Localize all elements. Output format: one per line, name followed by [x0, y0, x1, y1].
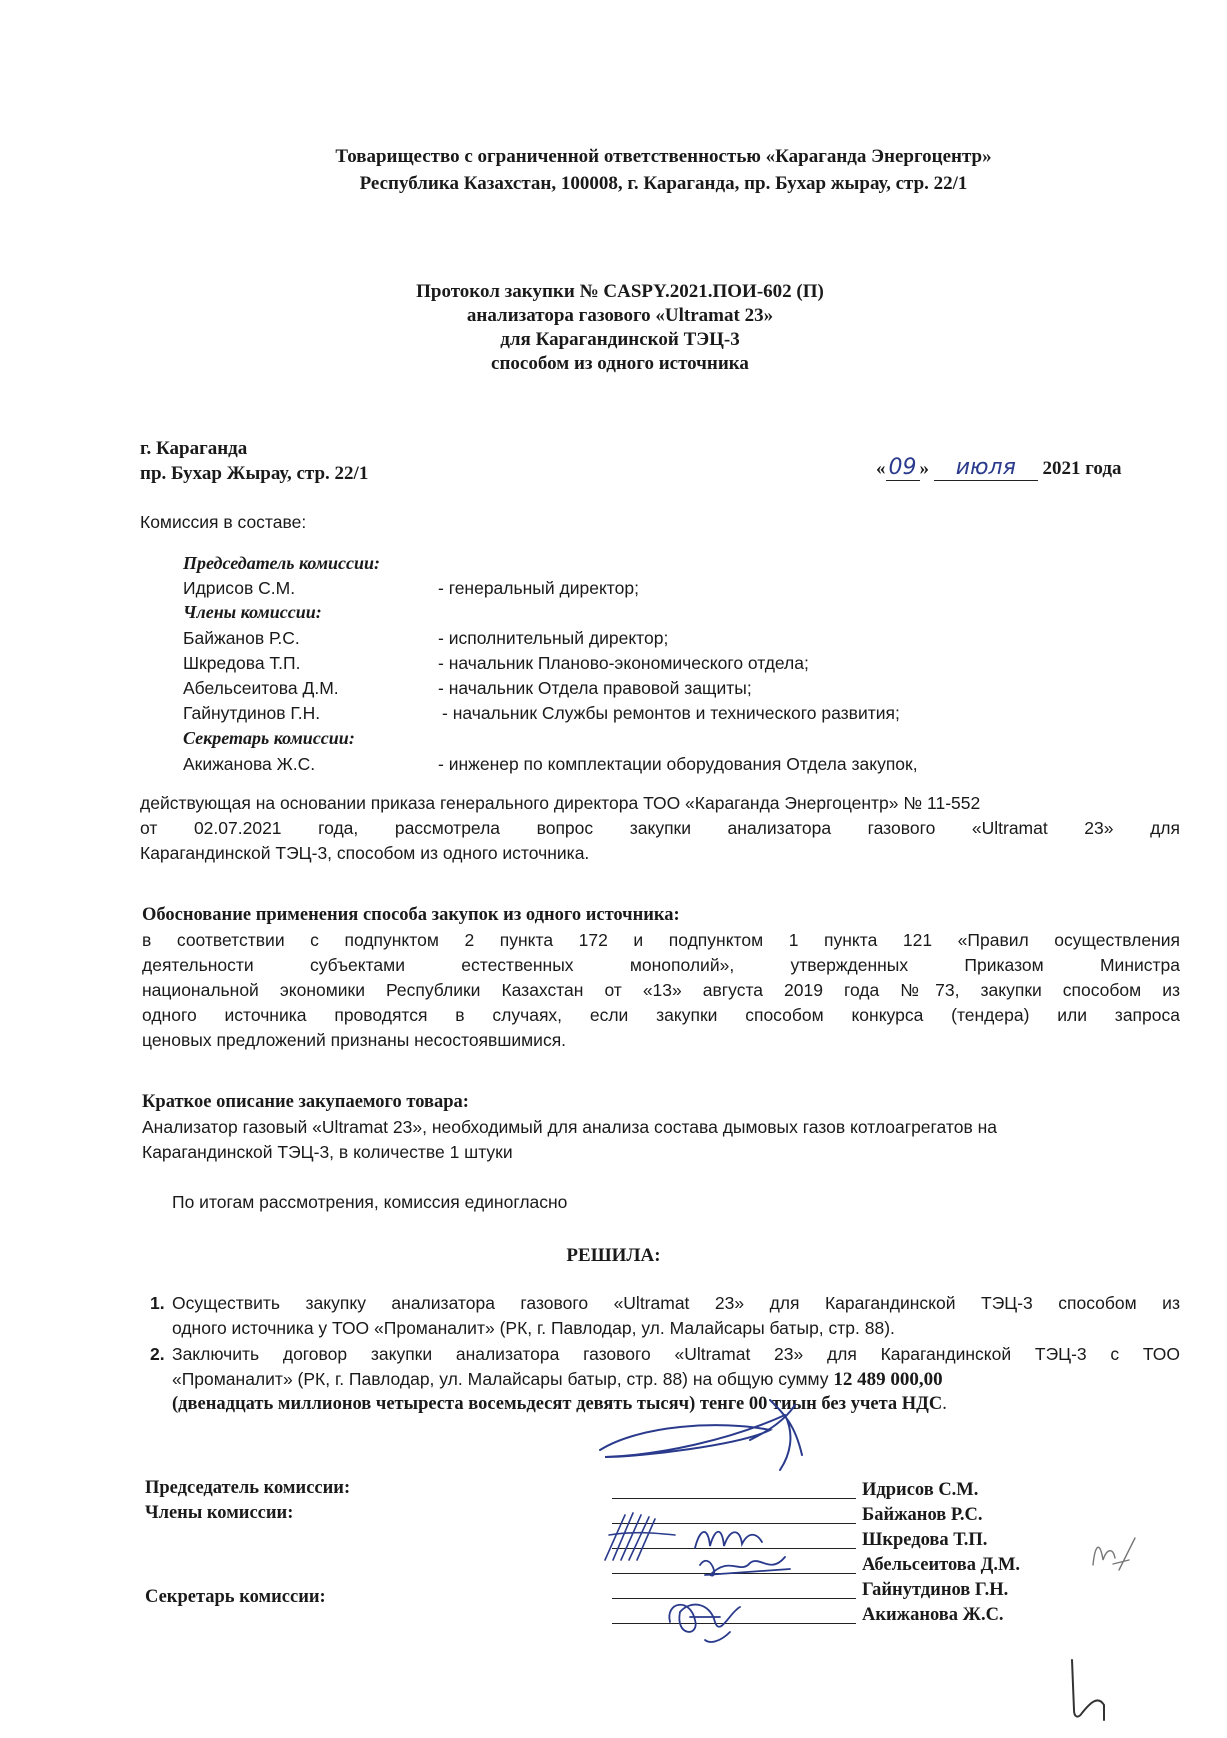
signatory-name: Идрисов С.М. — [862, 1480, 979, 1500]
signature-line — [612, 1498, 856, 1499]
signatory-name: Акижанова Ж.С. — [862, 1605, 1004, 1625]
date-day-handwritten: 09 — [886, 455, 920, 481]
place-address: пр. Бухар Жырау, стр. 22/1 — [140, 463, 369, 484]
members-heading: Члены комиссии: — [183, 602, 322, 622]
member-role: - исполнительный директор; — [438, 628, 669, 648]
result-intro: По итогам рассмотрения, комиссия единогласно — [172, 1192, 568, 1212]
justification-heading: Обоснование применения способа закупок из одного источника: — [142, 905, 680, 925]
chair-heading: Председатель комиссии: — [183, 553, 381, 573]
organization-address: Республика Казахстан, 100008, г. Караганда, пр. Бухар жырау, стр. 22/1 — [359, 173, 968, 194]
chair-name: Идрисов С.М. — [183, 578, 296, 598]
decision-line: (двенадцать миллионов четыреста восемьдесят девять тысяч) тенге 00 тиын без учета НДС. — [172, 1394, 947, 1414]
signatory-name: Абельсеитова Д.М. — [862, 1555, 1021, 1575]
description-line: Анализатор газовый «Ultramat 23», необходимый для анализа состава дымовых газов котлоагрегатов на — [142, 1117, 997, 1137]
protocol-for: для Карагандинской ТЭЦ-3 — [500, 329, 740, 350]
decision-line: Осуществить закупку анализатора газового «Ultramat 23» для Карагандинской ТЭЦ-3 способом из — [172, 1293, 1180, 1313]
secretary-signature-scribble — [660, 1592, 760, 1647]
intro-paragraph-line: действующая на основании приказа генерального директора ТОО «Караганда Энергоцентр» № 11-552 — [140, 793, 981, 813]
decision-number: 1. — [150, 1293, 165, 1313]
member-role: - начальник Службы ремонтов и технического развития; — [442, 703, 900, 723]
decision-line: Заключить договор закупки анализатора газового «Ultramat 23» для Карагандинской ТЭЦ-3 с ТОО — [172, 1344, 1180, 1364]
member-role: - начальник Планово-экономического отдела; — [438, 653, 809, 673]
contract-amount-words: (двенадцать миллионов четыреста восемьдесят девять тысяч) тенге 00 тиын без учета НДС — [172, 1394, 943, 1414]
protocol-title: Протокол закупки № CASPY.2021.ПОИ-602 (П) — [416, 281, 824, 302]
signatory-name: Шкредова Т.П. — [862, 1530, 988, 1550]
margin-initials-scribble — [1085, 1530, 1145, 1580]
member-role: - начальник Отдела правовой защиты; — [438, 678, 752, 698]
justification-line: одного источника проводятся в случаях, если закупки способом конкурса (тендера) или запроса — [142, 1005, 1180, 1025]
protocol-subject: анализатора газового «Ultramat 23» — [466, 305, 774, 326]
member-signature-scribble — [595, 1505, 685, 1565]
signatory-name: Байжанов Р.С. — [862, 1505, 983, 1525]
secretary-heading: Секретарь комиссии: — [183, 728, 355, 748]
place-city: г. Караганда — [140, 438, 248, 459]
member-signature-scribble — [690, 1545, 800, 1585]
justification-line: национальной экономики Республики Казахстан от «13» августа 2019 года №73, закупки способом из — [142, 980, 1180, 1000]
member-name: Байжанов Р.С. — [183, 628, 300, 648]
description-heading: Краткое описание закупаемого товара: — [142, 1092, 469, 1112]
signatory-name: Гайнутдинов Г.Н. — [862, 1580, 1009, 1600]
margin-mark-scribble — [1060, 1655, 1110, 1725]
members-signature-label: Члены комиссии: — [145, 1503, 294, 1523]
justification-line: деятельности субъектами естественных монополий», утвержденных Приказом Министра — [142, 955, 1180, 975]
justification-line: в соответствии с подпунктом 2 пункта 172 и подпунктом 1 пункта 121 «Правил осуществления — [142, 930, 1180, 950]
organization-name: Товарищество с ограниченной ответственностью «Караганда Энергоцентр» — [335, 146, 992, 167]
commission-intro: Комиссия в составе: — [140, 512, 307, 532]
intro-paragraph-line: Карагандинской ТЭЦ-3, способом из одного источника. — [140, 843, 590, 863]
chair-role: - генеральный директор; — [438, 578, 639, 598]
member-name: Гайнутдинов Г.Н. — [183, 703, 321, 723]
justification-line: ценовых предложений признаны несостоявшимися. — [142, 1030, 567, 1050]
decision-line: одного источника у ТОО «Проманалит» (РК, г. Павлодар, ул. Малайсары батыр, стр. 88). — [172, 1318, 895, 1338]
contract-amount: 12 489 000,00 — [833, 1369, 943, 1390]
secretary-name: Акижанова Ж.С. — [183, 754, 316, 774]
description-line: Карагандинской ТЭЦ-3, в количестве 1 штуки — [142, 1142, 513, 1162]
member-name: Шкредова Т.П. — [183, 653, 301, 673]
secretary-signature-label: Секретарь комиссии: — [145, 1587, 326, 1607]
secretary-role: - инженер по комплектации оборудования Отдела закупок, — [438, 754, 918, 774]
date-year: 2021 года — [1042, 458, 1122, 479]
chair-signature-scribble — [580, 1395, 880, 1475]
intro-paragraph-line: от 02.07.2021 года, рассмотрела вопрос закупки анализатора газового «Ultramat 23» для — [140, 818, 1180, 838]
chair-signature-label: Председатель комиссии: — [145, 1478, 351, 1498]
protocol-method: способом из одного источника — [491, 353, 749, 374]
decision-heading: РЕШИЛА: — [566, 1245, 661, 1266]
decision-line: «Проманалит» (РК, г. Павлодар, ул. Малайсары батыр, стр. 88) на общую сумму 12 489 000,00 — [172, 1369, 943, 1390]
protocol-date: « 09 » июля 2021 года — [876, 455, 1122, 480]
member-name: Абельсеитова Д.М. — [183, 678, 339, 698]
date-month-handwritten: июля — [934, 455, 1038, 481]
decision-number: 2. — [150, 1344, 165, 1364]
